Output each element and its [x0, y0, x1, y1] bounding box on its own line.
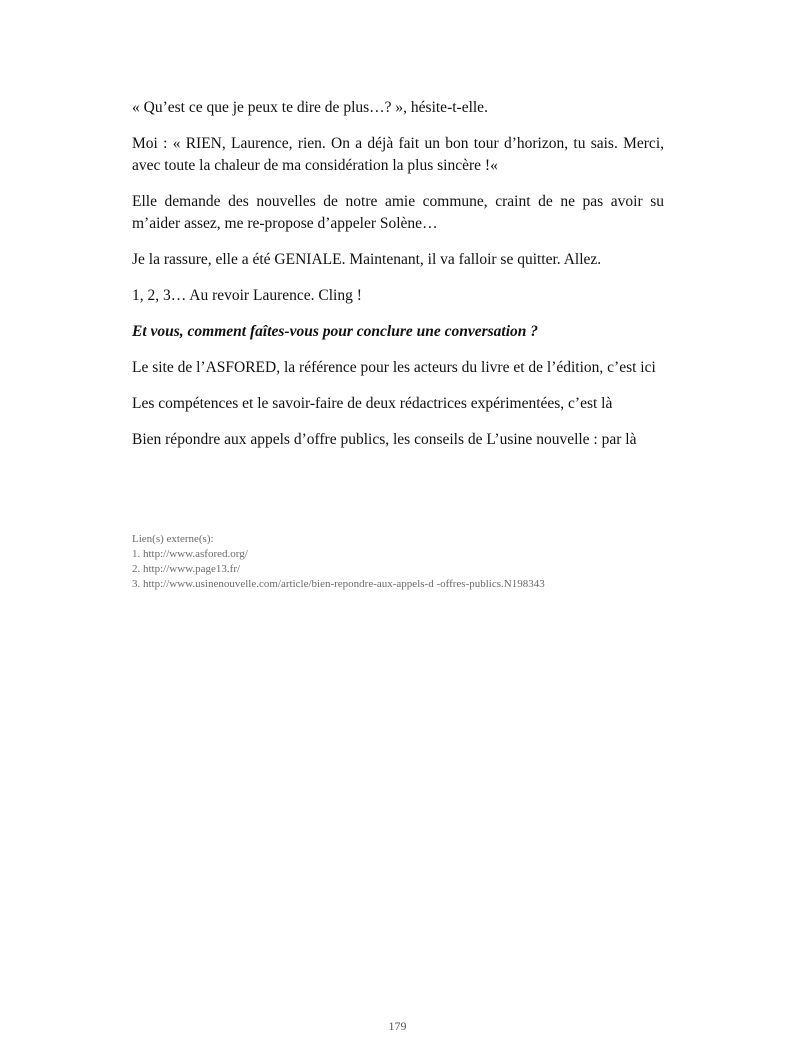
paragraph-goodbye: 1, 2, 3… Au revoir Laurence. Cling !: [132, 287, 362, 304]
external-link-1[interactable]: 1. http://www.asfored.org/: [132, 548, 248, 560]
page-number: 179: [388, 1019, 407, 1033]
document-body: [132, 97, 664, 465]
paragraph-redactrices[interactable]: Les compétences et le savoir-faire de deux rédactrices expérimentées, c’est là: [132, 395, 613, 412]
paragraph-hesitation: « Qu’est ce que je peux te dire de plus…? », hésite-t-elle.: [132, 99, 488, 116]
external-links-heading: Lien(s) externe(s):: [132, 533, 214, 545]
paragraph-reassure: Je la rassure, elle a été GENIALE. Maintenant, il va falloir se quitter. Allez.: [132, 251, 602, 268]
external-links: [132, 532, 692, 592]
paragraph-usine-nouvelle[interactable]: Bien répondre aux appels d’offre publics, les conseils de L’usine nouvelle : par là: [132, 431, 637, 448]
paragraph-reply: Moi : « RIEN, Laurence, rien. On a déjà fait un bon tour d’horizon, tu sais. Merci, avec toute la chaleur de ma considération la plus sincère !«: [132, 135, 664, 174]
external-link-3[interactable]: 3. http://www.usinenouvelle.com/article/bien-repondre-aux-appels-d -offres-publics.N198343: [132, 578, 545, 590]
external-link-2[interactable]: 2. http://www.page13.fr/: [132, 563, 241, 575]
paragraph-news: Elle demande des nouvelles de notre amie commune, craint de ne pas avoir su m’aider assez, me re-propose d’appeler Solène…: [132, 193, 664, 232]
paragraph-asfored[interactable]: Le site de l’ASFORED, la référence pour les acteurs du livre et de l’édition, c’est ici: [132, 359, 656, 376]
question-heading: Et vous, comment faîtes-vous pour conclure une conversation ?: [132, 323, 539, 340]
